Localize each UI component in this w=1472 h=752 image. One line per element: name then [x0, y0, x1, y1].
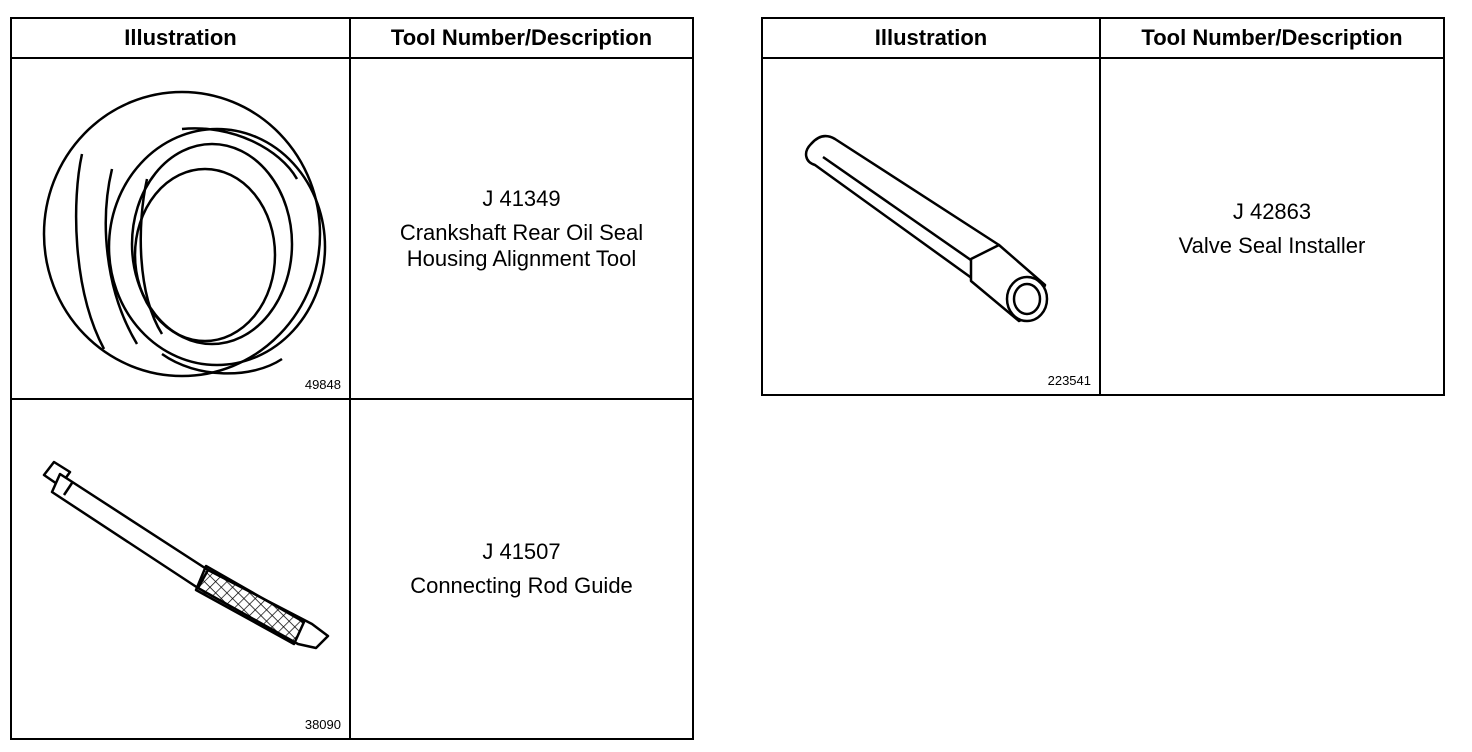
header-illustration: Illustration — [762, 18, 1100, 58]
tool-description: Valve Seal Installer — [1178, 233, 1366, 258]
illustration-cell — [762, 58, 1100, 395]
tool-description-cell — [1100, 58, 1444, 395]
tool-description-cell — [350, 399, 693, 739]
table-header-row — [11, 18, 693, 58]
header-tool-description: Tool Number/Description — [350, 18, 693, 58]
tool-description-cell — [350, 58, 693, 399]
header-tool-description: Tool Number/Description — [1100, 18, 1444, 58]
header-illustration: Illustration — [11, 18, 350, 58]
connecting-rod-guide-icon — [12, 400, 351, 740]
table-row — [11, 399, 693, 739]
table-row — [11, 58, 693, 399]
table-header-row — [762, 18, 1444, 58]
illustration-cell — [11, 399, 350, 739]
figure-number: 38090 — [304, 717, 341, 732]
valve-seal-installer-icon — [763, 59, 1101, 396]
tool-number: J 41349 — [482, 185, 561, 211]
figure-number: 223541 — [1047, 373, 1091, 388]
tool-table-left — [10, 17, 694, 740]
seal-housing-alignment-ring-icon — [12, 59, 351, 400]
table-row — [762, 58, 1444, 395]
tool-description: Connecting Rod Guide — [410, 573, 633, 598]
tool-number: J 41507 — [482, 539, 561, 564]
illustration-cell — [11, 58, 350, 399]
tool-table-right — [761, 17, 1445, 396]
figure-number: 49848 — [304, 377, 341, 392]
tool-number: J 42863 — [1232, 199, 1312, 224]
tool-description: Crankshaft Rear Oil Seal Housing Alignment Tool — [399, 219, 644, 271]
